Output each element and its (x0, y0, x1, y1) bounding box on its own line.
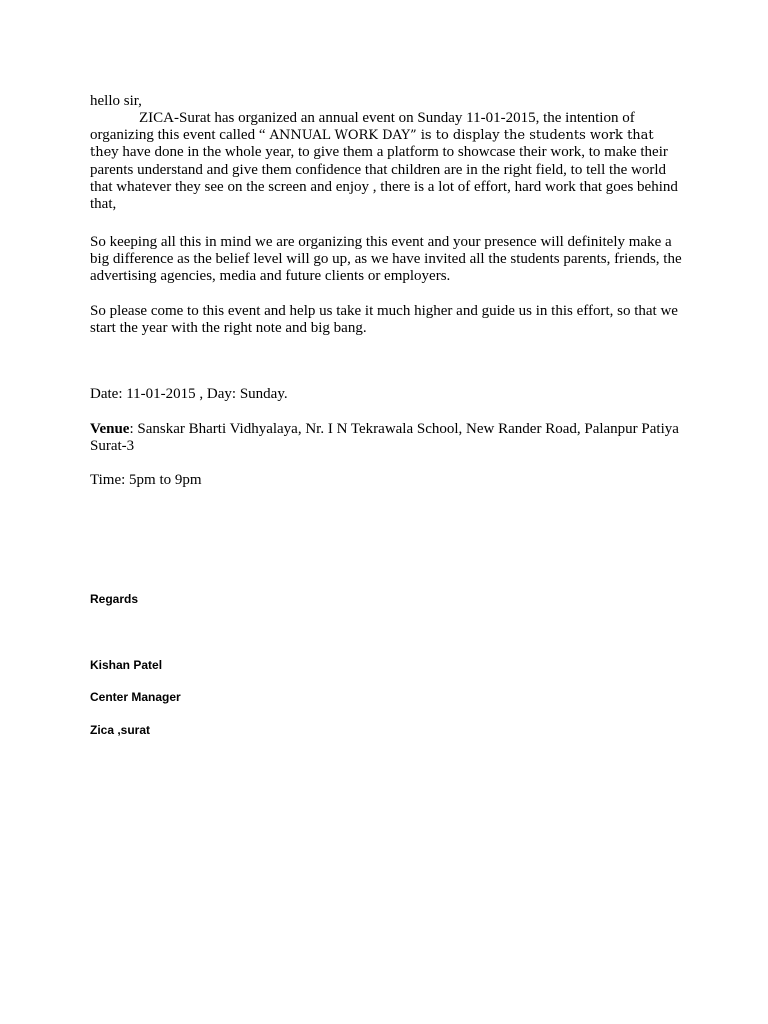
signer-organization: Zica ,surat (90, 723, 151, 737)
event-venue (90, 421, 686, 455)
event-time: Time: 5pm to 9pm (90, 472, 202, 488)
intro-text-part2: have done in the whole year, to give them a platform to showcase their work, to make their parents understand and give them confidence that children are in the right field, to tell the world that whatever they see on the screen and enjoy , there is a lot of effort, hard work that goes behind that, (90, 144, 678, 213)
greeting: hello sir, (90, 93, 142, 109)
intro-text-part1: ZICA-Surat has organized an annual event on Sunday 11-01-2015, the intention of organizing this event called “ (90, 110, 635, 144)
event-name: ANNUAL WORK DAY” is to display the students work that they (90, 128, 654, 161)
paragraph-purpose: So keeping all this in mind we are organizing this event and your presence will definitely make a big difference as the belief level will go up, as we have invited all the students parents, friends, the advertising agencies, media and future clients or employers. (90, 234, 682, 285)
event-date: Date: 11-01-2015 , Day: Sunday. (90, 386, 288, 402)
signer-title: Center Manager (90, 690, 181, 704)
venue-label: Venue (90, 421, 130, 437)
closing-regards: Regards (90, 592, 139, 606)
paragraph-invitation: So please come to this event and help us take it much higher and guide us in this effort, so that we start the year with the right note and big bang. (90, 303, 678, 337)
paragraph-intro (90, 110, 686, 213)
signer-name: Kishan Patel (90, 658, 163, 672)
venue-text: : Sanskar Bharti Vidhyalaya, Nr. I N Tekrawala School, New Rander Road, Palanpur Patiya Surat-3 (90, 421, 679, 455)
